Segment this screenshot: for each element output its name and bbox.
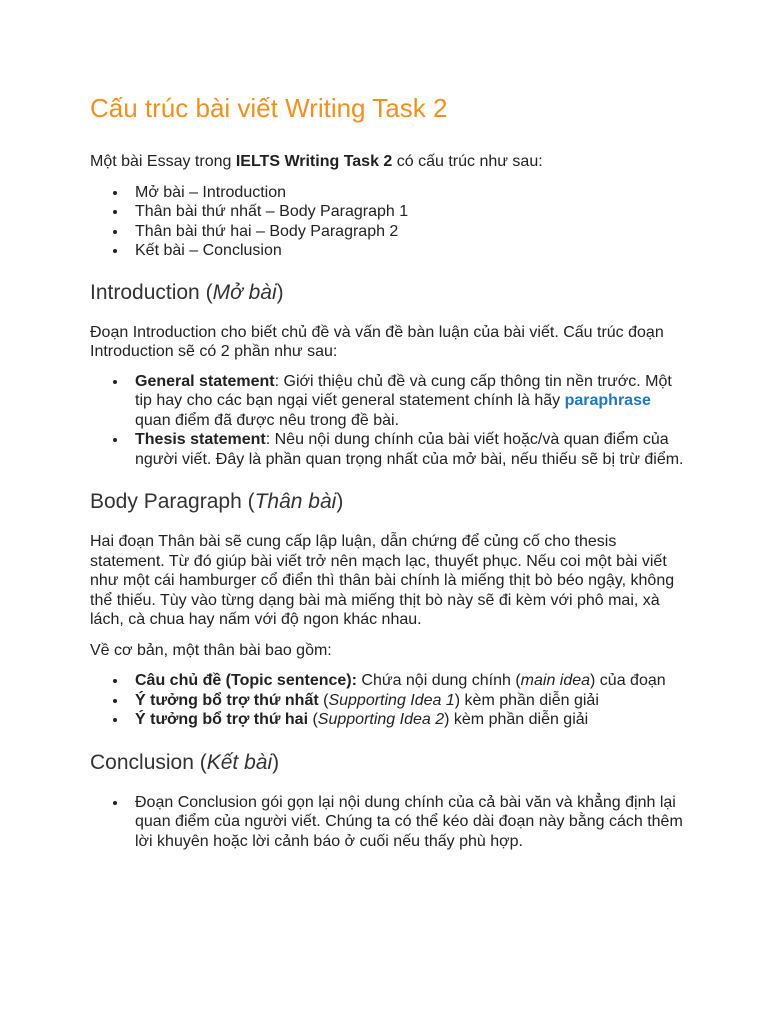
- body-paragraph-2: Về cơ bản, một thân bài bao gồm:: [90, 641, 332, 659]
- supporting-idea-1-open: (: [318, 691, 329, 709]
- intro-text-1: Một bài Essay trong: [90, 153, 236, 170]
- introduction-paragraph: Đoạn Introduction cho biết chủ đề và vấn đề bàn luận của bài viết. Cấu trúc đoạn Introduction sẽ có 2 phần như sau:: [90, 323, 664, 360]
- introduction-heading: [90, 279, 690, 307]
- list-item: Mở bài – Introduction: [135, 183, 690, 203]
- topic-sentence-italic: main idea: [520, 672, 591, 689]
- supporting-idea-2-close: ) kèm phần diễn giải: [444, 711, 589, 728]
- supporting-idea-2-italic: Supporting Idea 2: [317, 711, 445, 728]
- conclusion-heading-main: Conclusion (: [90, 750, 207, 774]
- body-list: [90, 671, 690, 730]
- body-heading-close: ): [336, 490, 344, 513]
- general-statement-text-2: quan điểm đã được nêu trong đề bài.: [135, 411, 400, 429]
- supporting-idea-2-open: (: [308, 711, 318, 728]
- introduction-list: [90, 372, 690, 470]
- body-paragraph-1: Hai đoạn Thân bài sẽ cung cấp lập luận, dẫn chứng để củng cố cho thesis statement. Từ đó giúp bài viết trở nên mạch lạc, thuyết phục. Nếu coi một bài viết như một cái hamburger cổ điển thì thân bài chính là miếng thịt bò béo ngậy, không thể thiếu. Tùy vào từng dạng bài mà miếng thịt bò này sẽ đi kèm với phô mai, xà lách, cà chua hay nấm với độ ngon khác nhau.: [90, 533, 675, 628]
- thesis-statement-item: [135, 430, 690, 469]
- supporting-idea-1-label: Ý tưởng bổ trợ thứ nhất: [135, 691, 319, 709]
- supporting-idea-2-label: Ý tưởng bổ trợ thứ hai: [135, 711, 309, 728]
- general-statement-label: General statement: [135, 372, 275, 390]
- supporting-idea-1-item: [135, 691, 690, 711]
- structure-list: [90, 183, 690, 261]
- intro-paragraph: [90, 152, 690, 172]
- general-statement-text: : Giới thiệu chủ đề và cung cấp thông tin nền trước. Một tip hay cho các bạn ngại viết general statement chính là hãy: [135, 372, 672, 409]
- paraphrase-link[interactable]: paraphrase: [564, 392, 651, 409]
- supporting-idea-1-close: ) kèm phần diễn giải: [454, 691, 599, 709]
- supporting-idea-2-item: [135, 710, 690, 730]
- conclusion-heading-close: ): [272, 750, 280, 774]
- introduction-heading-close: ): [276, 280, 284, 304]
- thesis-statement-label: Thesis statement: [135, 431, 266, 448]
- thesis-statement-text: : Nêu nội dung chính của bài viết hoặc/và quan điểm của người viết. Đây là phần quan trọng nhất của mở bài, nếu thiếu sẽ bị trừ điểm.: [135, 431, 684, 468]
- intro-bold: IELTS Writing Task 2: [235, 153, 393, 170]
- topic-sentence-label: Câu chủ đề (Topic sentence):: [135, 672, 357, 689]
- introduction-heading-italic: Mở bài: [212, 280, 277, 304]
- body-heading-italic: Thân bài: [254, 490, 337, 513]
- conclusion-heading: [90, 749, 690, 777]
- body-heading-main: Body Paragraph (: [90, 490, 255, 513]
- conclusion-list: [90, 793, 690, 852]
- general-statement-item: [135, 372, 690, 431]
- page-title: Cấu trúc bài viết Writing Task 2: [90, 93, 448, 123]
- intro-text-2: có cấu trúc như sau:: [392, 153, 543, 170]
- topic-sentence-text-2: ) của đoạn: [590, 672, 666, 689]
- list-item: Kết bài – Conclusion: [135, 241, 690, 261]
- conclusion-heading-italic: Kết bài: [206, 750, 273, 774]
- document-page: [90, 90, 690, 851]
- conclusion-item: Đoạn Conclusion gói gọn lại nội dung chính của cả bài văn và khẳng định lại quan điểm của người viết. Chúng ta có thể kéo dài đoạn này bằng cách thêm lời khuyên hoặc lời cảnh báo ở cuối nếu thấy phù hợp.: [135, 793, 690, 852]
- topic-sentence-text-1: Chứa nội dung chính (: [356, 672, 521, 689]
- list-item: Thân bài thứ nhất – Body Paragraph 1: [135, 202, 690, 222]
- topic-sentence-item: [135, 671, 690, 691]
- list-item: Thân bài thứ hai – Body Paragraph 2: [135, 222, 690, 242]
- introduction-heading-main: Introduction (: [90, 280, 213, 304]
- supporting-idea-1-italic: Supporting Idea 1: [328, 691, 455, 709]
- body-heading: [90, 488, 690, 516]
